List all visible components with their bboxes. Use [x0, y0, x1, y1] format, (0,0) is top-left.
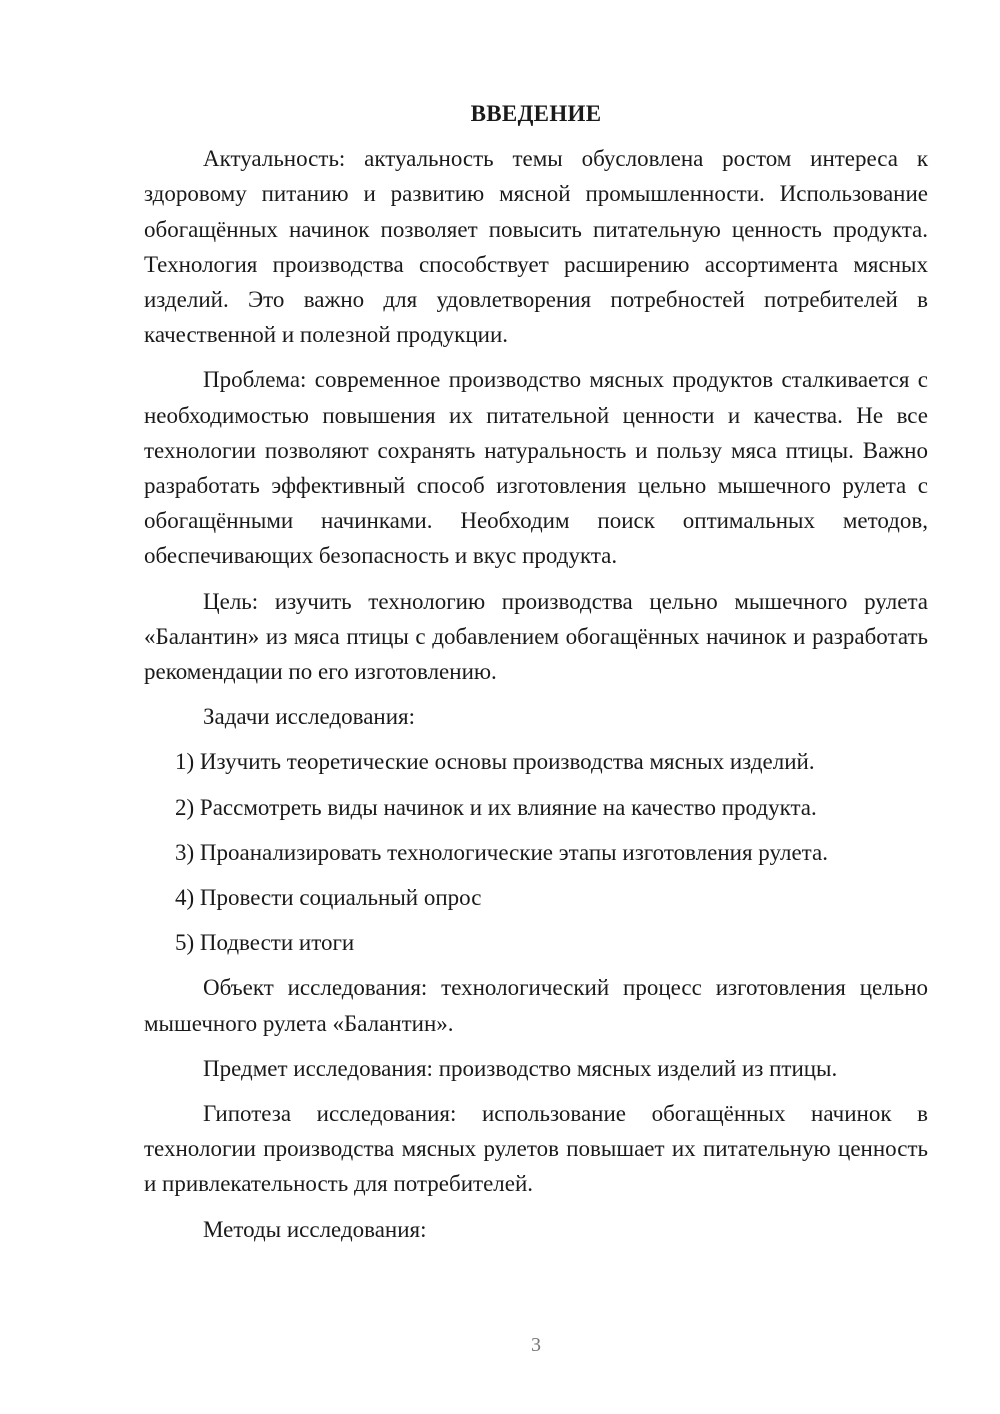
section-title: ВВЕДЕНИЕ [470, 101, 602, 126]
paragraph-subject: Предмет исследования: производство мясных изделий из птицы. [203, 1055, 838, 1081]
paragraph-hypothesis: Гипотеза исследования: использование обогащённых начинок в технологии производства мясных рулетов повышает их питательную ценность и привлекательность для потребителей. [144, 1101, 928, 1197]
paragraph-relevance: Актуальность: актуальность темы обусловлена ростом интереса к здоровому питанию и развитию мясной промышленности. Использование обогащённых начинок позволяет повысить питательную ценность продукта. Технология производства способствует расширению ассортимента мясных изделий. Это важно для удовлетворения потребностей потребителей в качественной и полезной продукции. [144, 146, 928, 348]
tasks-heading: Задачи исследования: [203, 704, 416, 730]
task-item-2: 2) Рассмотреть виды начинок и их влияние на качество продукта. [175, 794, 817, 820]
paragraph-problem: Проблема: современное производство мясных продуктов сталкивается с необходимостью повышения их питательной ценности и качества. Не все технологии позволяют сохранять натуральность и пользу мяса птицы. Важно разработать эффективный способ изготовления цельно мышечного рулета с обогащёнными начинками. Необходим поиск оптимальных методов, обеспечивающих безопасность и вкус продукта. [144, 367, 928, 569]
methods-heading: Методы исследования: [203, 1216, 427, 1242]
task-item-4: 4) Провести социальный опрос [175, 885, 482, 911]
task-item-5: 5) Подвести итоги [175, 930, 355, 956]
task-item-3: 3) Проанализировать технологические этапы изготовления рулета. [175, 839, 828, 865]
page-number: 3 [531, 1334, 541, 1356]
page-content [144, 96, 928, 1257]
paragraph-goal: Цель: изучить технологию производства цельно мышечного рулета «Балантин» из мяса птицы с добавлением обогащённых начинок и разработать рекомендации по его изготовлению. [144, 588, 928, 685]
paragraph-object: Объект исследования: технологический процесс изготовления цельно мышечного рулета «Балантин». [144, 975, 928, 1036]
task-item-1: 1) Изучить теоретические основы производства мясных изделий. [175, 749, 815, 775]
